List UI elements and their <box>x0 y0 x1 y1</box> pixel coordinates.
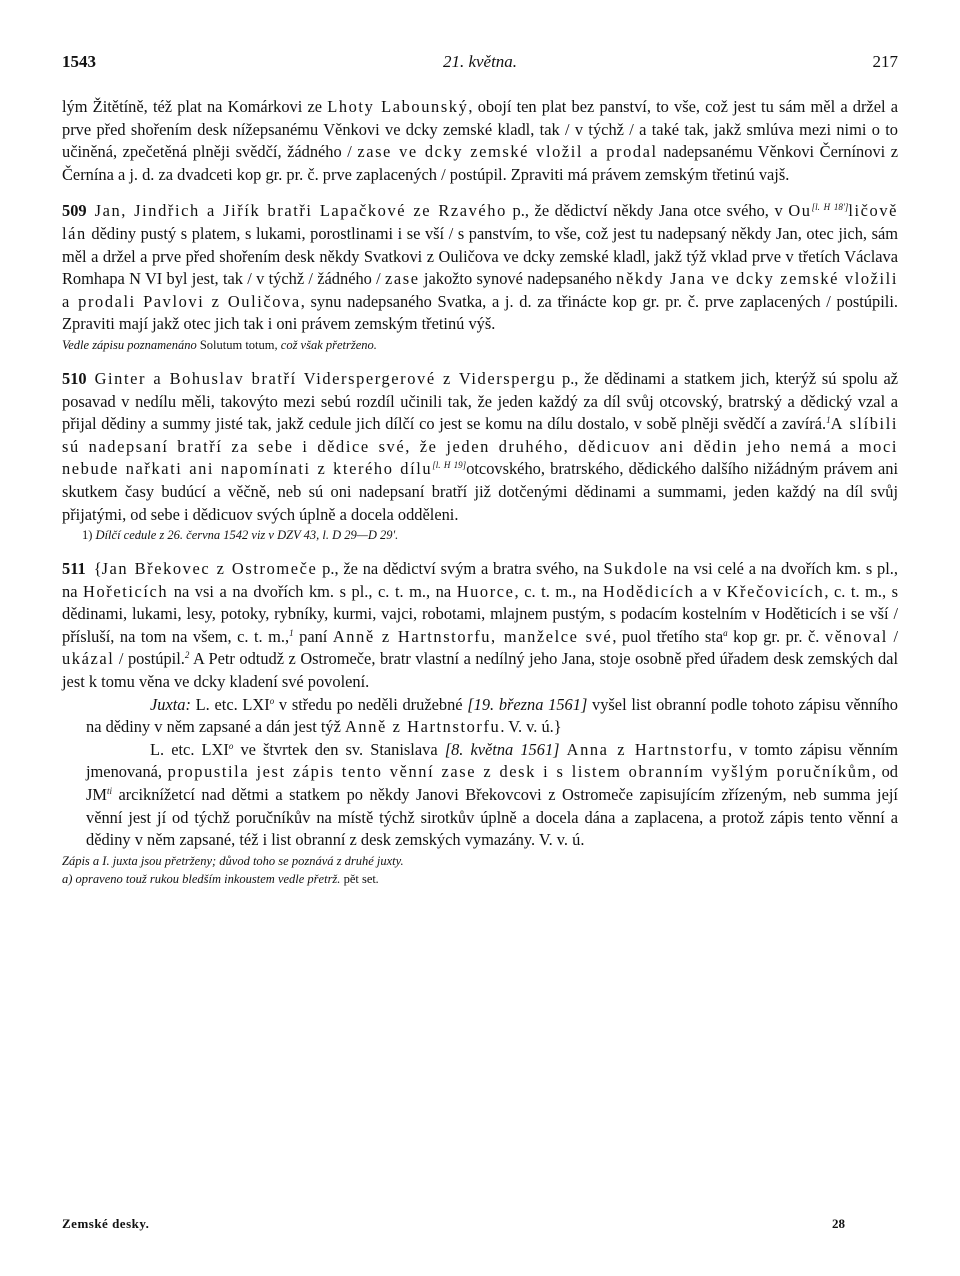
footnote: 1) Dílčí cedule z 26. června 1542 viz v DZV 43, l. D 29—D 29'. <box>82 528 399 543</box>
juxta-block <box>62 694 898 852</box>
footnote-marker: 1 <box>826 415 831 426</box>
entry-number: 509 <box>62 201 87 221</box>
footnote-marker: a <box>723 627 728 638</box>
page-header <box>62 52 898 76</box>
entry-510: 510 Ginter a Bohuslav bratří Viderspergerové z Viderspergu p., že dědinami a statkem jich, kterýž sú spolu až posavad v nedílu měli, takovýto mezi sebú rozdíl učinili tak, že jeden každý za díl svůj otcovský, bratrský a dědický vzal a přijal dědiny a summy jisté tak, jakž cedule jich dílčí co jest se komu na dílu dostalo, v sobě plněji svědčí a zavírá.$^1$A slíbili sú nadepsaní bratří za sebe i dědice své, že jeden druhého, dědicuov ani dědin jeho nemá a moci nebude nařkati ani napomínati z kterého dílu[l. H 19]otcovského, bratrského, dědického dalšího nižádným právem ani skutkem časy budúcí a věčně, neb sú oni nadepsaní bratří již dotčenými dědinami a summami, jeden každý na díl svůj přijatými, od sebe i dědicuov svých úplně a docela odděleni. <box>62 368 899 524</box>
header-year: 1543 <box>62 52 96 71</box>
editorial-note: Zápis a I. juxta jsou přetrženy; důvod toho se poznává z druhé juxty. <box>62 853 404 868</box>
entry-509: 509 Jan, Jindřich a Jiřík bratři Lapačkové ze Rzavého p., že dědictví někdy Jana otce svého, v Ou[l. H 18']ličově lán dědiny pustý s platem, s lukami, porostlinami i se vší / s panstvím, to vše, což jest tu nadepsaný někdy Jan, otec jich, sám měl a držel a prve před shořením desk někdy Svatkovi z Ouličova ve dcky zemské kladl, jakž týž vklad prve v třetích Václava Romhapa N VI byl jest, tak / v týchž / žádného / zase jakožto synové nadepsaného někdy Jana ve dcky zemské vložili a prodali Pavlovi z Ouličova, synu nadepsaného Svatka, a j. d. za třinácte kop gr. pr. č. prve zaplacených / postúpili. Zpraviti mají jakž otec jich tak i oni právem zemským třetinú výš. <box>62 201 899 334</box>
footer-signature: Zemské desky. <box>62 1216 150 1231</box>
editorial-note: a) opraveno touž rukou bledším inkoustem vedle přetrž. pět set. <box>62 871 379 886</box>
folio-reference: [l. H 18'] <box>811 202 849 213</box>
footnote-marker: 1 <box>289 627 294 638</box>
folio-reference: [l. H 19] <box>432 460 467 471</box>
header-page-number: 217 <box>872 52 898 71</box>
document-page <box>62 52 899 1231</box>
footnote-marker: 2 <box>184 650 190 661</box>
juxta-second-paragraph: L. etc. LXI$^o$ ve štvrtek den sv. Stanislava [8. května 1561] Anna z Hartnstorfu, v tomto zápisu věnním jmenovaná, propustila jest zápis tento věnní zase z desk i s listem obranním vyšlým poručníkům, od $JM^{ti}$ arciknížetcí nad dětmi a statkem po někdy Janovi Břekovcovi z Ostromeče zapisujícím zřízeným, neb summa její věnní jest jí od týchž poručníkův na místě týchž sirotkův úplně a docela dána a zaplacena, a protož zápis tento věnní a dědiny v něm zapsané, též i list obranní z desk zemských vymazány. V. v. ú. <box>86 739 899 850</box>
entry-511: 511 {Jan Břekovec z Ostromeče p., že na dědictví svým a bratra svého, na Sukdole na vsi celé a na dvořích km. s pl., na Hořeticích na vsi a na dvořích km. s pl., c. t. m., na Huorce, c. t. m., na Hodědicích a v Křečovicích, c. t. m., s dědinami, lukami, lesy, potoky, rybníky, kurmi, vajci, robotami, mlajnem pustým, s podacím kostelním v Hoděticích i se vší / přísluší, na tom na všem, c. t. m.,$^1$ paní Anně z Hartnstorfu, manželce své, puol třetího sta$^a$ kop gr. pr. č. věnoval / ukázal / postúpil.$^2$ A Petr odtudž z Ostromeče, bratr vlastní a nedílný jeho Jana, stoje osobně před úřadem desk zemských dal jest k tomu věna ve dcky kladení své povolení. <box>62 559 899 692</box>
header-date: 21. května. <box>442 52 518 71</box>
juxta-paragraph: Juxta: L. etc. LXI$^o$ v středu po neděli družebné [19. března 1561] vyšel list obranní podle tohoto zápisu věnního na dědiny v něm zapsané a dán jest týž Anně z Hartnstorfu. V. v. ú.} <box>86 694 899 737</box>
footer-sheet-number: 28 <box>832 1216 845 1231</box>
entry-number: 511 <box>62 559 86 579</box>
entry-number: 510 <box>62 368 87 388</box>
entry-continuation: lým Žitětíně, též plat na Komárkovi ze Lhoty Labounský, obojí ten plat bez panství, to vše, což jest tu sám měl a držel a prve před shořením desk nížepsanému Věnkovi ve dcky zemské kladl, tak / v týchž / a také tak, jakž smlúva mezi nimi o to učiněná, zpečetěná plněji svědčí, žádného / zase ve dcky zemské vložil a prodal nadepsanému Věnkovi Černínovi z Černína a j. d. za dvadceti kop gr. pr. č. prve zaplacených / postúpil. Zpraviti má právem zemským třetinú vajš. <box>62 97 899 184</box>
editorial-note: Vedle zápisu poznamenáno Solutum totum, což však přetrženo. <box>62 337 377 352</box>
page-body <box>62 96 898 888</box>
